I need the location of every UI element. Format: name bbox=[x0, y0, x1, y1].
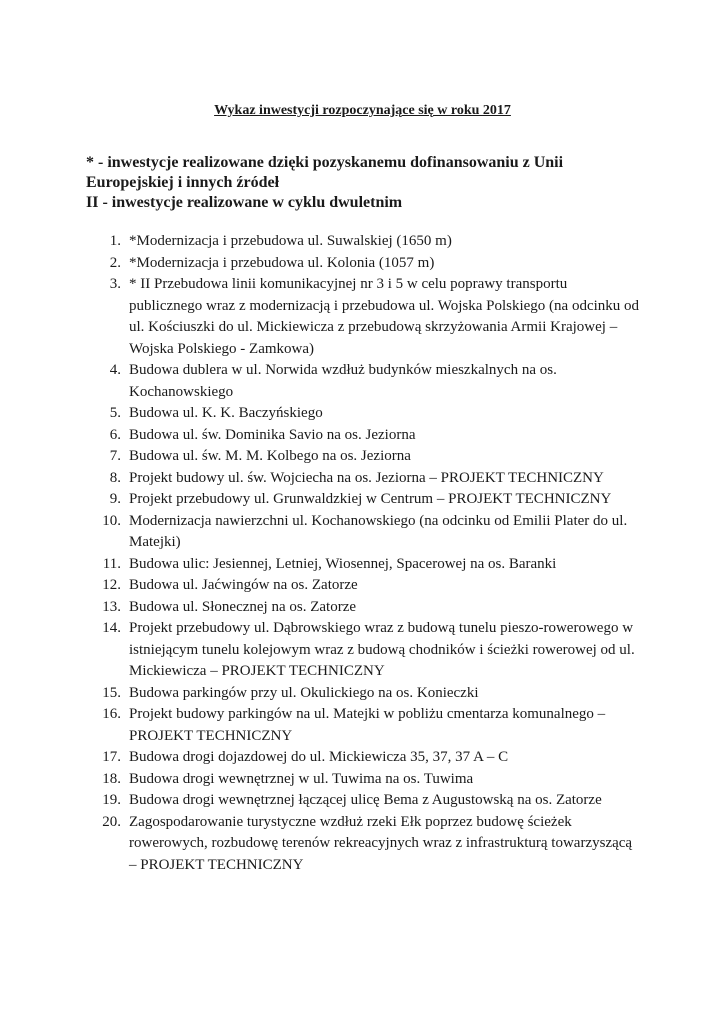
item-number: 2. bbox=[109, 254, 121, 271]
item-text: Budowa drogi dojazdowej do ul. Mickiewicza 35, 37, 37 A – C bbox=[129, 749, 509, 765]
item-text: *Modernizacja i przebudowa ul. Kolonia (1057 m) bbox=[129, 254, 435, 271]
item-text: Budowa ul. K. K. Baczyńskiego bbox=[129, 405, 323, 421]
item-text: Projekt przebudowy ul. Dąbrowskiego wraz z budową tunelu pieszo-rowerowego w istniejącym tunelu kolejowym wraz z budową chodników i ścieżki rowerowej od ul. Mickiewicza – PROJEKT TECHNICZNY bbox=[129, 620, 635, 679]
list-item bbox=[0, 575, 641, 597]
item-number: 7. bbox=[109, 448, 121, 464]
item-number: 10. bbox=[102, 512, 121, 529]
legend-two-year-cycle: II - inwestycje realizowane w cyklu dwuletnim bbox=[86, 194, 403, 211]
list-item bbox=[0, 597, 641, 619]
item-text: Zagospodarowanie turystyczne wzdłuż rzeki Ełk poprzez budowę ścieżek rowerowych, rozbudowę terenów rekreacyjnych wraz z infrastrukturą towarzyszącą – PROJEKT TECHNICZNY bbox=[129, 813, 633, 873]
item-number: 9. bbox=[109, 491, 121, 507]
item-number: 8. bbox=[109, 469, 121, 486]
list-item bbox=[0, 403, 641, 425]
item-number: 17. bbox=[102, 749, 121, 765]
item-text: Budowa drogi wewnętrznej łączącej ulicę Bema z Augustowską na os. Zatorze bbox=[129, 792, 602, 808]
list-item bbox=[0, 790, 641, 812]
item-number: 15. bbox=[102, 684, 121, 701]
item-number: 11. bbox=[102, 555, 121, 572]
list-item bbox=[0, 446, 641, 468]
item-text: Budowa parkingów przy ul. Okulickiego na os. Konieczki bbox=[129, 684, 479, 701]
list-item bbox=[0, 618, 641, 683]
item-number: 16. bbox=[102, 706, 121, 722]
list-item bbox=[0, 253, 641, 275]
legend bbox=[86, 153, 646, 213]
item-number: 1. bbox=[109, 233, 121, 249]
item-number: 4. bbox=[109, 362, 121, 378]
item-text: * II Przebudowa linii komunikacyjnej nr 3 i 5 w celu poprawy transportu publicznego wraz z modernizacją i przebudowa ul. Wojska Polskiego (na odcinku od ul. Kościuszki do ul. Mickiewicza z przebudową skrzyżowania Armii Krajowej – Wojska Polskiego - Zamkowa) bbox=[129, 276, 640, 357]
item-text: Budowa dublera w ul. Norwida wzdłuż budynków mieszkalnych na os. Kochanowskiego bbox=[129, 362, 557, 400]
document-title: Wykaz inwestycji rozpoczynające się w roku 2017 bbox=[214, 103, 511, 118]
legend-eu-funding: * - inwestycje realizowane dzięki pozyskanemu dofinansowaniu z Unii Europejskiej i innych źródeł bbox=[86, 154, 564, 191]
item-text: Budowa ul. Jaćwingów na os. Zatorze bbox=[129, 577, 358, 593]
list-item bbox=[0, 511, 641, 554]
list-item bbox=[0, 425, 641, 447]
list-item bbox=[0, 554, 641, 576]
item-number: 14. bbox=[102, 620, 121, 636]
item-text: Modernizacja nawierzchni ul. Kochanowskiego (na odcinku od Emilii Plater do ul. Matejki) bbox=[129, 512, 628, 550]
item-text: *Modernizacja i przebudowa ul. Suwalskiej (1650 m) bbox=[129, 233, 452, 249]
item-number: 19. bbox=[102, 792, 121, 808]
list-item bbox=[0, 489, 641, 511]
list-item bbox=[0, 704, 641, 747]
list-item bbox=[0, 812, 641, 877]
list-item bbox=[0, 274, 641, 360]
investment-list bbox=[0, 231, 725, 876]
item-number: 18. bbox=[102, 770, 121, 787]
item-number: 12. bbox=[102, 577, 121, 593]
list-item bbox=[0, 231, 641, 253]
list-item bbox=[0, 769, 641, 791]
item-number: 5. bbox=[109, 405, 121, 421]
list-item bbox=[0, 683, 641, 705]
item-text: Budowa ulic: Jesiennej, Letniej, Wiosennej, Spacerowej na os. Baranki bbox=[129, 555, 557, 572]
list-item bbox=[0, 468, 641, 490]
item-number: 20. bbox=[102, 813, 121, 830]
item-text: Budowa drogi wewnętrznej w ul. Tuwima na os. Tuwima bbox=[129, 770, 474, 787]
item-text: Projekt budowy parkingów na ul. Matejki w pobliżu cmentarza komunalnego – PROJEKT TECHNICZNY bbox=[129, 706, 606, 744]
list-item bbox=[0, 360, 641, 403]
item-number: 3. bbox=[109, 276, 121, 292]
item-text: Budowa ul. św. Dominika Savio na os. Jeziorna bbox=[129, 426, 416, 443]
item-number: 13. bbox=[102, 598, 121, 615]
list-item bbox=[0, 747, 641, 769]
item-number: 6. bbox=[109, 426, 121, 443]
item-text: Projekt budowy ul. św. Wojciecha na os. Jeziorna – PROJEKT TECHNICZNY bbox=[129, 469, 604, 486]
item-text: Budowa ul. Słonecznej na os. Zatorze bbox=[129, 598, 357, 615]
item-text: Budowa ul. św. M. M. Kolbego na os. Jeziorna bbox=[129, 448, 411, 464]
item-text: Projekt przebudowy ul. Grunwaldzkiej w Centrum – PROJEKT TECHNICZNY bbox=[129, 491, 612, 507]
